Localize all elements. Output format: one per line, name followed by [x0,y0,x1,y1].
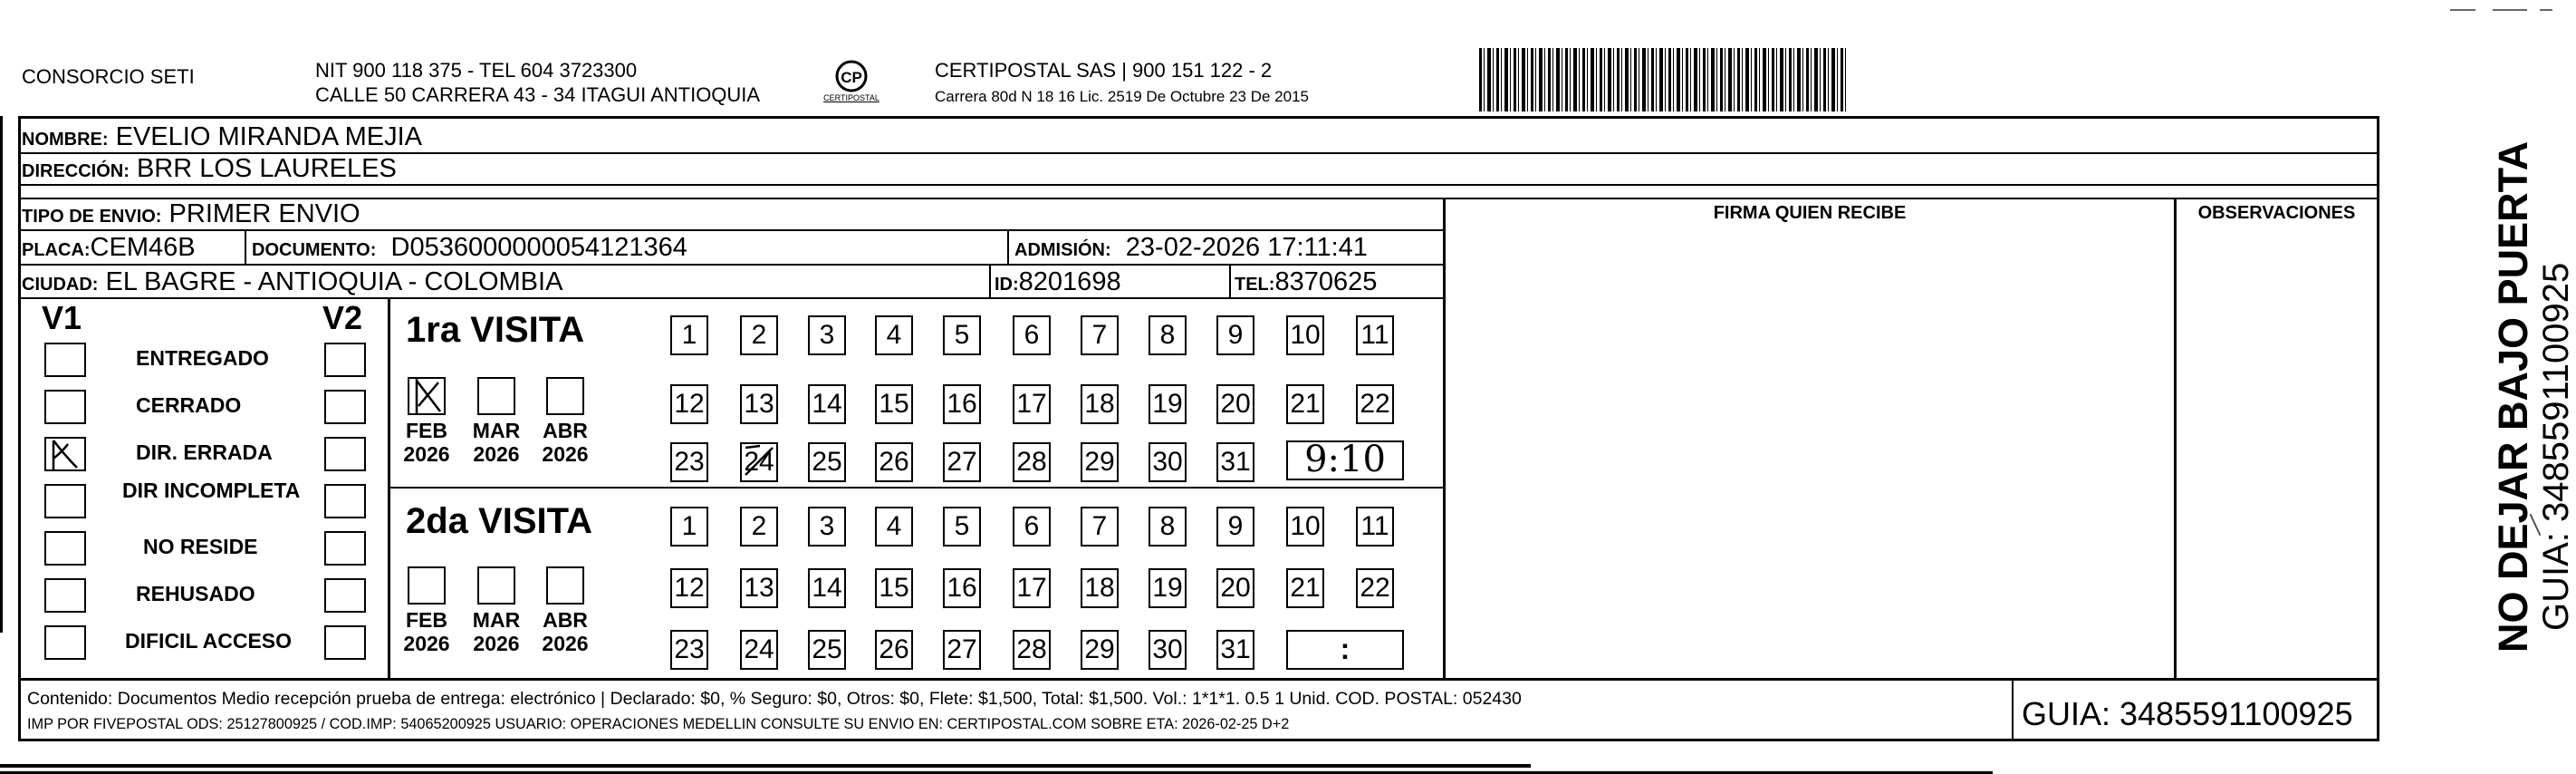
nit-line: NIT 900 118 375 - TEL 604 3723300 [315,59,638,82]
admision-label: ADMISIÓN: [1014,240,1111,260]
ciudad-label: CIUDAD: [22,275,99,295]
month-year: 2026 [403,632,450,655]
month-checkbox[interactable] [546,566,584,605]
v1-checkbox[interactable] [44,484,86,518]
day-number: 27 [947,447,977,477]
day-number: 13 [744,389,774,419]
day-number: 2 [751,320,767,350]
visit1-time-box [1286,440,1404,480]
day-box[interactable] [740,384,778,424]
day-box[interactable] [670,384,708,424]
day-box[interactable] [1216,315,1254,355]
day-box[interactable] [740,630,778,670]
day-number: 30 [1152,634,1183,664]
day-number: 7 [1091,320,1108,350]
month-label [537,608,593,655]
day-number: 6 [1024,320,1040,350]
day-box[interactable] [1149,507,1187,547]
month-label [468,608,524,655]
side-warning: NO DEJAR BAJO PUERTA [2490,140,2536,653]
day-number: 31 [1220,634,1251,664]
day-number: 28 [1016,634,1047,664]
month-year: 2026 [473,632,520,655]
direccion-value: BRR LOS LAURELES [136,154,397,183]
handwritten-mark-icon [742,444,776,480]
day-number: 13 [744,573,774,603]
documento-label: DOCUMENTO: [252,240,377,260]
day-number: 25 [812,447,842,477]
day-box[interactable] [808,384,846,424]
day-box[interactable] [1013,315,1051,355]
day-box[interactable] [1216,507,1254,547]
address-line: CALLE 50 CARRERA 43 - 34 ITAGUI ANTIOQUIA [315,83,761,106]
admision-value: 23-02-2026 17:11:41 [1125,233,1368,262]
month-year: 2026 [403,442,450,466]
month-label [399,608,455,655]
status-label: ENTREGADO [136,346,269,370]
day-box[interactable] [808,630,846,670]
day-box[interactable] [875,315,913,355]
day-number: 6 [1024,511,1040,541]
day-number: 3 [819,320,835,350]
month-name: ABR [543,419,588,442]
day-box[interactable] [1356,568,1394,608]
visit1-title: 1ra VISITA [406,310,585,350]
ciudad-cell [22,268,562,298]
day-number: 4 [886,320,902,350]
footer-contenido: Contenido: Documentos Medio recepción prueba de entrega: electrónico | Declarado: $0, % Seguro: $0, Otros: $0, Flete: $1,500, Total: $1,500. Vol.: 1*1*1. 0.5 1 Unid. COD. POSTAL: 052430 [27,689,1522,709]
day-number: 20 [1220,389,1251,419]
day-box[interactable] [1356,384,1394,424]
visit2-time-box [1286,630,1404,670]
month-checkbox[interactable] [546,377,584,415]
day-number: 18 [1084,389,1115,419]
day-number: 1 [681,511,697,541]
documento-value: D0536000000054121364 [390,233,687,262]
day-number: 19 [1152,389,1183,419]
day-box[interactable] [1356,315,1394,355]
day-box[interactable] [943,568,981,608]
day-box[interactable] [1013,442,1051,482]
nombre-label: NOMBRE: [22,130,109,150]
svg-text:CP: CP [841,69,862,86]
day-number: 26 [879,447,909,477]
day-box[interactable] [1149,315,1187,355]
day-box[interactable] [1149,568,1187,608]
tel-value: 8370625 [1274,267,1378,296]
id-value: 8201698 [1018,267,1121,296]
month-checkbox[interactable] [477,377,515,415]
side-guia: GUIA: 3485591100925 [2536,262,2576,631]
day-box[interactable] [875,630,913,670]
tel-cell [1235,268,1377,298]
status-label: DIR. ERRADA [136,440,273,464]
day-number: 22 [1360,573,1390,603]
day-box[interactable] [875,507,913,547]
tipo-value: PRIMER ENVIO [168,199,360,228]
day-box[interactable] [670,568,708,608]
day-box[interactable] [875,384,913,424]
v2-header: V2 [322,299,363,336]
day-number: 27 [947,634,977,664]
v1-checkbox[interactable] [44,343,86,377]
day-number: 10 [1290,511,1321,541]
day-number: 1 [681,320,697,350]
day-number: 26 [879,634,909,664]
month-year: 2026 [473,442,520,466]
v2-checkbox[interactable] [324,484,366,518]
id-label: ID: [995,275,1019,295]
status-label: DIFICIL ACCESO [125,629,293,653]
status-label: NO RESIDE [143,535,258,558]
status-label: CERRADO [136,393,242,417]
day-number: 14 [812,389,842,419]
day-box[interactable] [1013,630,1051,670]
day-number: 16 [947,389,977,419]
day-number: 5 [954,320,970,350]
footer-guia: GUIA: 3485591100925 [2022,695,2353,732]
day-number: 8 [1159,511,1176,541]
v1-checkbox[interactable] [44,531,86,566]
day-box[interactable] [808,315,846,355]
day-number: 12 [674,573,705,603]
logo-text: CERTIPOSTAL [823,93,879,102]
day-box[interactable] [740,507,778,547]
direccion-row [22,155,397,185]
day-number: 16 [947,573,977,603]
day-number: 14 [812,573,842,603]
handwritten-mark-icon [409,379,444,413]
day-number: 17 [1016,573,1047,603]
day-number: 8 [1159,320,1176,350]
day-box[interactable] [1286,384,1324,424]
day-number: 23 [674,447,705,477]
day-number: 11 [1360,511,1389,541]
day-box[interactable] [1149,384,1187,424]
day-number: 19 [1152,573,1183,603]
day-box[interactable] [943,630,981,670]
placa-value: CEM46B [90,233,196,262]
day-box[interactable] [740,568,778,608]
v1-checkbox[interactable] [44,390,86,424]
day-number: 15 [879,389,909,419]
documento-cell [252,234,687,264]
v1-checkbox[interactable] [44,625,86,660]
day-box[interactable] [740,315,778,355]
visit2-time-separator: : [1340,633,1350,665]
day-number: 24 [744,634,774,664]
day-box[interactable] [1286,568,1324,608]
nombre-value: EVELIO MIRANDA MEJIA [115,122,423,151]
tipo-row [22,200,360,230]
month-checkbox[interactable] [408,566,446,605]
v1-checkbox[interactable] [44,437,86,471]
footer-imp: IMP POR FIVEPOSTAL ODS: 25127800925 / COD.IMP: 54065200925 USUARIO: OPERACIONES MEDELLIN CONSULTE SU ENVIO EN: CERTIPOSTAL.COM SOBRE ETA: 2026-02-25 D+2 [27,716,1290,732]
day-box[interactable] [808,568,846,608]
day-box[interactable] [1081,384,1119,424]
day-box[interactable] [1013,507,1051,547]
day-number: 7 [1091,511,1108,541]
company-name: CONSORCIO SETI [22,65,195,88]
day-box[interactable] [1216,568,1254,608]
v2-checkbox[interactable] [324,343,366,377]
month-label [537,419,593,466]
month-year: 2026 [542,442,589,466]
day-box[interactable] [1013,384,1051,424]
day-box[interactable] [740,442,778,482]
day-box[interactable] [943,442,981,482]
day-box[interactable] [808,507,846,547]
day-box[interactable] [1081,507,1119,547]
day-number: 9 [1227,511,1244,541]
day-box[interactable] [1081,568,1119,608]
v2-checkbox[interactable] [324,531,366,566]
admision-cell [1014,234,1368,264]
placa-cell [22,234,196,264]
day-box[interactable] [808,442,846,482]
day-box[interactable] [1286,507,1324,547]
month-checkbox[interactable] [477,566,515,605]
nombre-row [22,123,422,153]
day-box[interactable] [1081,315,1119,355]
day-number: 18 [1084,573,1115,603]
day-number: 5 [954,511,970,541]
certipostal-line: CERTIPOSTAL SAS | 900 151 122 - 2 [935,59,1273,82]
month-label [399,419,455,466]
month-year: 2026 [542,632,589,655]
day-box[interactable] [1216,442,1254,482]
day-box[interactable] [943,315,981,355]
ciudad-value: EL BAGRE - ANTIOQUIA - COLOMBIA [105,267,563,296]
day-number: 12 [674,389,705,419]
day-number: 3 [819,511,835,541]
day-number: 29 [1084,634,1115,664]
day-box[interactable] [1081,630,1119,670]
status-label: REHUSADO [136,582,255,605]
v2-checkbox[interactable] [324,390,366,424]
month-name: FEB [406,608,447,632]
month-name: FEB [406,419,447,442]
status-label: DIR INCOMPLETA [122,479,301,502]
day-number: 15 [879,573,909,603]
day-number: 9 [1227,320,1244,350]
day-box[interactable] [1013,568,1051,608]
v2-checkbox[interactable] [324,437,366,471]
day-box[interactable] [1081,442,1119,482]
day-number: 31 [1220,447,1251,477]
day-box[interactable] [1149,630,1187,670]
day-number: 17 [1016,389,1047,419]
logo-seal-icon [815,56,888,111]
day-box[interactable] [1356,507,1394,547]
day-number: 21 [1290,573,1321,603]
day-number: 25 [812,634,842,664]
day-box[interactable] [1216,384,1254,424]
day-box[interactable] [943,384,981,424]
month-name: ABR [543,608,588,632]
direccion-label: DIRECCIÓN: [22,161,130,181]
visit2-title: 2da VISITA [406,501,592,541]
day-box[interactable] [943,507,981,547]
v2-checkbox[interactable] [324,625,366,660]
month-name: MAR [472,608,521,632]
day-box[interactable] [1216,630,1254,670]
day-box[interactable] [1286,315,1324,355]
day-number: 24 [744,447,774,477]
day-box[interactable] [670,630,708,670]
firma-label: FIRMA QUIEN RECIBE [1713,203,1907,223]
id-cell [995,268,1121,298]
month-checkbox[interactable] [408,377,446,415]
day-number: 30 [1152,447,1183,477]
day-number: 23 [674,634,705,664]
side-text [2491,109,2576,653]
month-name: MAR [472,419,521,442]
day-number: 20 [1220,573,1251,603]
v2-checkbox[interactable] [324,578,366,613]
certipostal-logo [815,56,888,111]
day-number: 29 [1084,447,1115,477]
day-box[interactable] [875,568,913,608]
v1-checkbox[interactable] [44,578,86,613]
day-number: 22 [1360,389,1390,419]
day-box[interactable] [670,507,708,547]
observaciones-label: OBSERVACIONES [2197,203,2356,223]
day-number: 21 [1290,389,1321,419]
day-number: 11 [1360,320,1389,350]
month-label [468,419,524,466]
day-box[interactable] [670,442,708,482]
day-box[interactable] [1149,442,1187,482]
visit1-time: 9:10 [1304,439,1386,480]
barcode [1479,48,1847,111]
v1-header: V1 [42,299,82,336]
day-number: 2 [751,511,767,541]
placa-label: PLACA: [22,240,91,260]
license-line: Carrera 80d N 18 16 Lic. 2519 De Octubre 23 De 2015 [935,88,1309,105]
handwritten-mark-icon [46,439,84,469]
day-box[interactable] [875,442,913,482]
day-box[interactable] [670,315,708,355]
day-number: 4 [886,511,902,541]
day-number: 10 [1290,320,1321,350]
tel-label: TEL: [1235,275,1275,295]
day-number: 28 [1016,447,1047,477]
tipo-label: TIPO DE ENVIO: [22,207,162,227]
